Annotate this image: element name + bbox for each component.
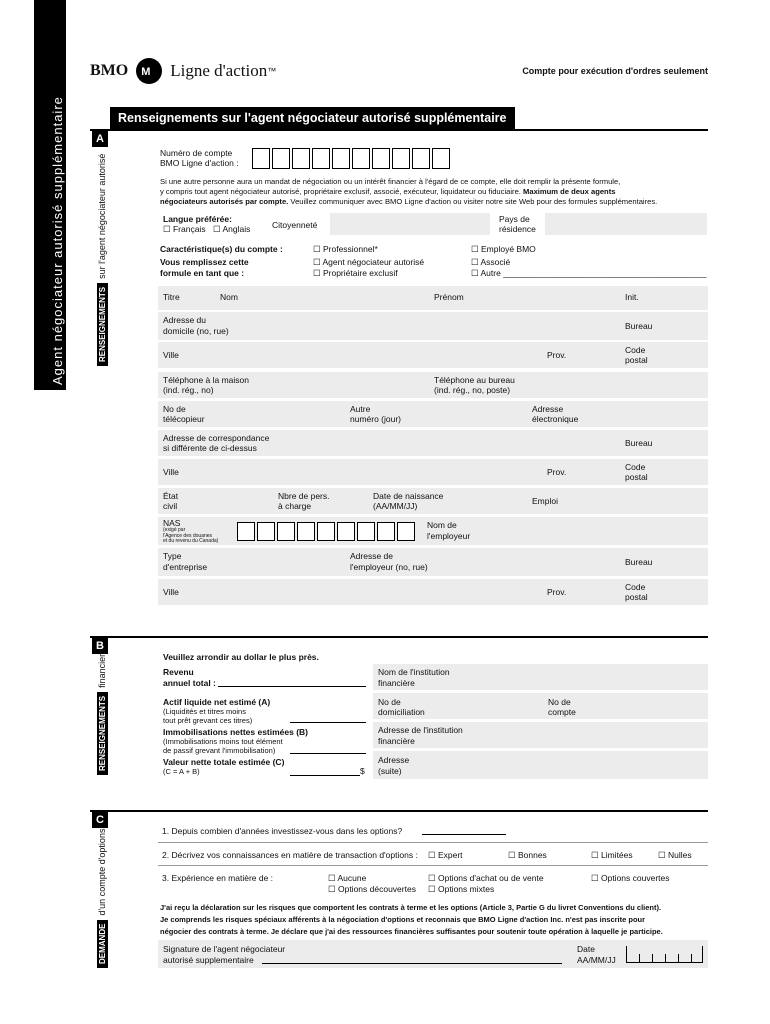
suite-2: (suite) [378, 766, 402, 776]
nas-note: (exigé par l'Agence des douanes et du revenu du Canada) [163, 527, 219, 544]
tel-home-1: Téléphone à la maison [163, 375, 250, 385]
section-title: Renseignements sur l'agent négociateur autorisé supplémentaire [110, 107, 515, 129]
email-2: électronique [532, 414, 579, 424]
vtab-block: RENSEIGNEMENTS [97, 283, 108, 366]
declaration-3: négocier des contrats à terme. Je déclare que j'ai des ressources financières suffisantes pour soutenir toute opération à laquelle je participe. [160, 927, 663, 936]
immo-2: (Immobilisations moins tout élément [163, 737, 283, 746]
section-c-letter: C [92, 812, 108, 828]
dep-1: Nbre de pers. [278, 491, 330, 501]
logo-bmo: BMO [90, 62, 129, 79]
fill-as-2: formule en tant que : [160, 268, 245, 278]
question-3: 3. Expérience en matière de : [162, 873, 274, 883]
other-1: Autre [350, 404, 371, 414]
dom-2: domiciliation [378, 707, 425, 717]
account-char-label: Caractéristique(s) du compte : [160, 244, 283, 254]
section-c-vtab [92, 829, 110, 968]
vtab-c-block: DEMANDE [97, 920, 108, 968]
addr-label-2: domicile (no, rue) [163, 326, 229, 336]
declaration-2: Je comprends les risques spéciaux afférents à la négociation d'options et reconnais que BMO Ligne d'action Inc. n'est pas inscrite pour [160, 915, 646, 924]
account-type-note: Compte pour exécution d'ordres seulement [522, 66, 708, 76]
empaddr-2: l'employeur (no, rue) [350, 562, 428, 572]
section-b-letter: B [92, 638, 108, 654]
liq-3: tout prêt grevant ces titres) [163, 716, 253, 725]
country-label-1: Pays de [499, 214, 530, 224]
section-b-vtab [92, 649, 110, 775]
dom-1: No de [378, 697, 401, 707]
fill-as-1: Vous remplissez cette [160, 257, 249, 267]
q2-good-checkbox[interactable]: ☐ Bonnes [508, 850, 547, 860]
liquid-line[interactable] [290, 722, 366, 723]
other-2: numéro (jour) [350, 414, 402, 424]
acct-2: compte [548, 707, 576, 717]
opt-assoc-checkbox[interactable]: ☐ Associé [471, 257, 511, 267]
prov-label: Prov. [547, 350, 567, 360]
rev-1: Revenu [163, 667, 194, 677]
rev-2: annuel total : [163, 678, 216, 688]
code-2-1: Code [625, 462, 646, 472]
init-label: Init. [625, 292, 639, 302]
ville-label-3: Ville [163, 587, 179, 597]
code-label-2: postal [625, 355, 648, 365]
q2-expert-checkbox[interactable]: ☐ Expert [428, 850, 463, 860]
revenue-line[interactable] [218, 686, 366, 687]
round-note: Veuillez arrondir au dollar le plus près. [163, 652, 319, 662]
opt-pro-checkbox[interactable]: ☐ Professionnel* [313, 244, 378, 254]
ville-label: Ville [163, 350, 179, 360]
question-1: 1. Depuis combien d'années investissez-vous dans les options? [162, 826, 403, 836]
vtab-c-label: d'un compte d'options [97, 828, 107, 916]
date-1: Date [577, 944, 595, 954]
account-number-cells[interactable] [252, 148, 452, 169]
immo-line[interactable] [290, 753, 366, 754]
email-1: Adresse [532, 404, 564, 414]
q2-limited-checkbox[interactable]: ☐ Limitées [591, 850, 633, 860]
opt-owner-checkbox[interactable]: ☐ Propriétaire exclusif [313, 268, 398, 278]
type-1: Type [163, 551, 182, 561]
dollar-sign: $ [360, 766, 365, 776]
immo-1: Immobilisations nettes estimées (B) [163, 727, 309, 737]
bmo-logo: BMO M Ligne d'action ™ [90, 56, 276, 86]
instaddr-1: Adresse de l'institution [378, 725, 463, 735]
logo-ligne: Ligne d'action [170, 61, 268, 80]
dob-2: (AA/MM/JJ) [373, 501, 418, 511]
intro-line-1: Si une autre personne aura un mandat de négociation ou un intérêt financier à l'égard de ce compte, elle doit remplir la présente formule, [160, 177, 621, 186]
type-2: d'entreprise [163, 562, 208, 572]
date-2: AA/MM/JJ [577, 955, 616, 965]
roundel-letter: M [141, 66, 151, 78]
signature-line[interactable] [262, 963, 562, 964]
opt-agent-checkbox[interactable]: ☐ Agent négociateur autorisé [313, 257, 425, 267]
code-3-2: postal [625, 592, 648, 602]
suite-1: Adresse [378, 755, 410, 765]
dob-1: Date de naissance [373, 491, 444, 501]
q3-covered-checkbox[interactable]: ☐ Options couvertes [591, 873, 670, 883]
bureau-label-2: Bureau [625, 438, 653, 448]
code-3-1: Code [625, 582, 646, 592]
empaddr-1: Adresse de [350, 551, 393, 561]
acct-1: No de [548, 697, 571, 707]
titre-label: Titre [163, 292, 180, 302]
empname-2: l'employeur [427, 531, 471, 541]
intro-line-3: négociateurs autorisés par compte. Veuillez communiquer avec BMO Ligne d'action ou visiter notre site Web pour des formules supplémentaires. [160, 197, 658, 206]
civil-2: civil [163, 501, 178, 511]
section-a-rule [90, 129, 708, 131]
bureau-label: Bureau [625, 321, 653, 331]
instaddr-2: financière [378, 736, 415, 746]
q2-separator [158, 865, 708, 866]
sig-1: Signature de l'agent négociateur [163, 944, 286, 954]
liq-1: Actif liquide net estimé (A) [163, 697, 271, 707]
code-label-1: Code [625, 345, 646, 355]
liq-2: (Liquidités et titres moins [163, 707, 246, 716]
account-label-1: Numéro de compte [160, 148, 233, 158]
declaration-1: J'ai reçu la déclaration sur les risques que comportent les contrats à terme et les options (Article 3, Partie G du livret Conventions du client). [160, 903, 662, 912]
q3-uncovered-checkbox[interactable]: ☐ Options découvertes [328, 884, 416, 894]
q2-none-checkbox[interactable]: ☐ Nulles [658, 850, 692, 860]
nas-cells[interactable] [237, 522, 417, 541]
inst-1: Nom de l'institution [378, 667, 450, 677]
value-line[interactable] [290, 775, 360, 776]
bureau-label-3: Bureau [625, 557, 653, 567]
q1-separator [158, 842, 708, 843]
corr-2: si différente de ci-dessus [163, 443, 257, 453]
lang-en-checkbox[interactable]: ☐ Anglais [213, 224, 251, 234]
side-tab-title: Agent négociateur autorisé supplémentaire [50, 96, 65, 385]
fax-row[interactable] [158, 401, 708, 427]
fax-2: télécopieur [163, 414, 205, 424]
years-line[interactable] [422, 834, 506, 835]
civil-1: État [163, 491, 179, 501]
prenom-label: Prénom [434, 292, 464, 302]
inst-2: financière [378, 678, 415, 688]
section-a-vtab [92, 154, 110, 366]
country-field[interactable] [545, 213, 707, 235]
bmo-roundel-icon [136, 58, 162, 84]
nas-label: NAS [163, 518, 181, 528]
dep-2: à charge [278, 501, 312, 511]
lang-label: Langue préférée: [163, 214, 232, 224]
section-b-rule [90, 636, 708, 638]
emploi-label: Emploi [532, 496, 558, 506]
vtab-b-label: financiers [97, 649, 107, 688]
tel-home-2: (ind. rég., no) [163, 385, 214, 395]
immo-3: de passif grevant l'immobilisation) [163, 746, 276, 755]
vtab-label: sur l'agent négociateur autorisé [97, 153, 107, 279]
q3-buysell-checkbox[interactable]: ☐ Options d'achat ou de vente [428, 873, 544, 883]
section-a-letter: A [92, 131, 108, 147]
fax-1: No de [163, 404, 186, 414]
date-cells[interactable] [626, 946, 703, 963]
citizenship-label: Citoyenneté [272, 220, 318, 230]
prov-label-3: Prov. [547, 587, 567, 597]
code-2-2: postal [625, 472, 648, 482]
section-c-rule [90, 810, 708, 812]
vtab-b-block: RENSEIGNEMENTS [97, 692, 108, 775]
empname-1: Nom de [427, 520, 457, 530]
tel-work-1: Téléphone au bureau [434, 375, 515, 385]
opt-emp-checkbox[interactable]: ☐ Employé BMO [471, 244, 536, 254]
q3-mixed-checkbox[interactable]: ☐ Options mixtes [428, 884, 495, 894]
val-1: Valeur nette totale estimée (C) [163, 757, 285, 767]
intro-line-2: y compris tout agent négociateur autorisé, propriétaire exclusif, associé, exécuteur, liquidateur ou fiduciaire. Maximum de deux agents [160, 187, 616, 196]
addr-label-1: Adresse du [163, 315, 206, 325]
suite-row[interactable] [373, 751, 708, 779]
question-2: 2. Décrivez vos connaissances en matière de transaction d'options : [162, 850, 418, 860]
account-label-2: BMO Ligne d'action : [160, 158, 239, 168]
sig-2: autorisé supplementaire [163, 955, 254, 965]
tel-work-2: (ind. rég., no, poste) [434, 385, 511, 395]
opt-other-checkbox[interactable]: ☐ Autre ___________________________________________ [471, 268, 707, 278]
corr-1: Adresse de correspondance [163, 433, 270, 443]
prov-label-2: Prov. [547, 467, 567, 477]
nom-label: Nom [220, 292, 238, 302]
val-2: (C = A + B) [163, 767, 200, 776]
citizenship-field[interactable] [330, 213, 490, 235]
lang-fr-checkbox[interactable]: ☐ Français [163, 224, 206, 234]
q3-none-checkbox[interactable]: ☐ Aucune [328, 873, 367, 883]
ville-label-2: Ville [163, 467, 179, 477]
country-label-2: résidence [499, 224, 536, 234]
